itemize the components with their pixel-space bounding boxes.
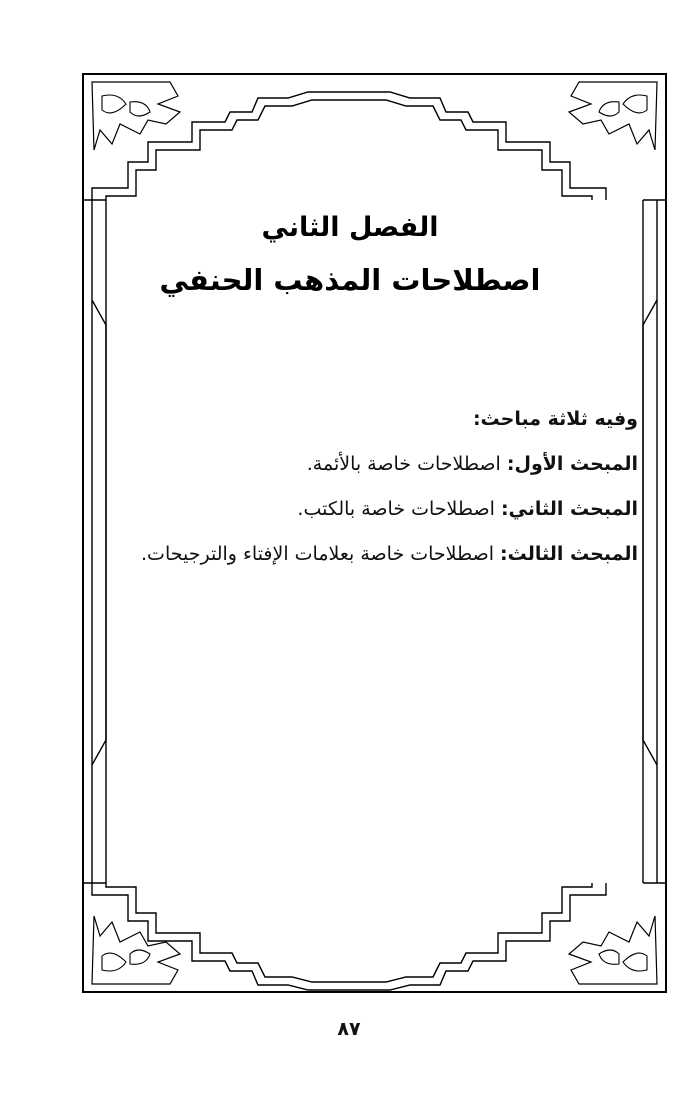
section-3-label: المبحث الثالث: <box>500 543 638 565</box>
section-line-3 <box>141 543 638 565</box>
chapter-title: الفصل الثاني <box>261 212 439 243</box>
section-1-text: اصطلاحات خاصة بالأئمة. <box>306 453 507 475</box>
section-line-1 <box>307 453 638 475</box>
section-line-2 <box>297 498 638 520</box>
section-2-text: اصطلاحات خاصة بالكتب. <box>297 498 501 520</box>
page-number: ٨٧ <box>337 1018 361 1040</box>
chapter-subtitle: اصطلاحات المذهب الحنفي <box>159 263 541 297</box>
section-3-text: اصطلاحات خاصة بعلامات الإفتاء والترجيحات. <box>141 543 501 565</box>
contents-intro: وفيه ثلاثة مباحث: <box>472 408 638 430</box>
section-2-label: المبحث الثاني: <box>500 498 638 520</box>
section-1-label: المبحث الأول: <box>506 453 638 475</box>
